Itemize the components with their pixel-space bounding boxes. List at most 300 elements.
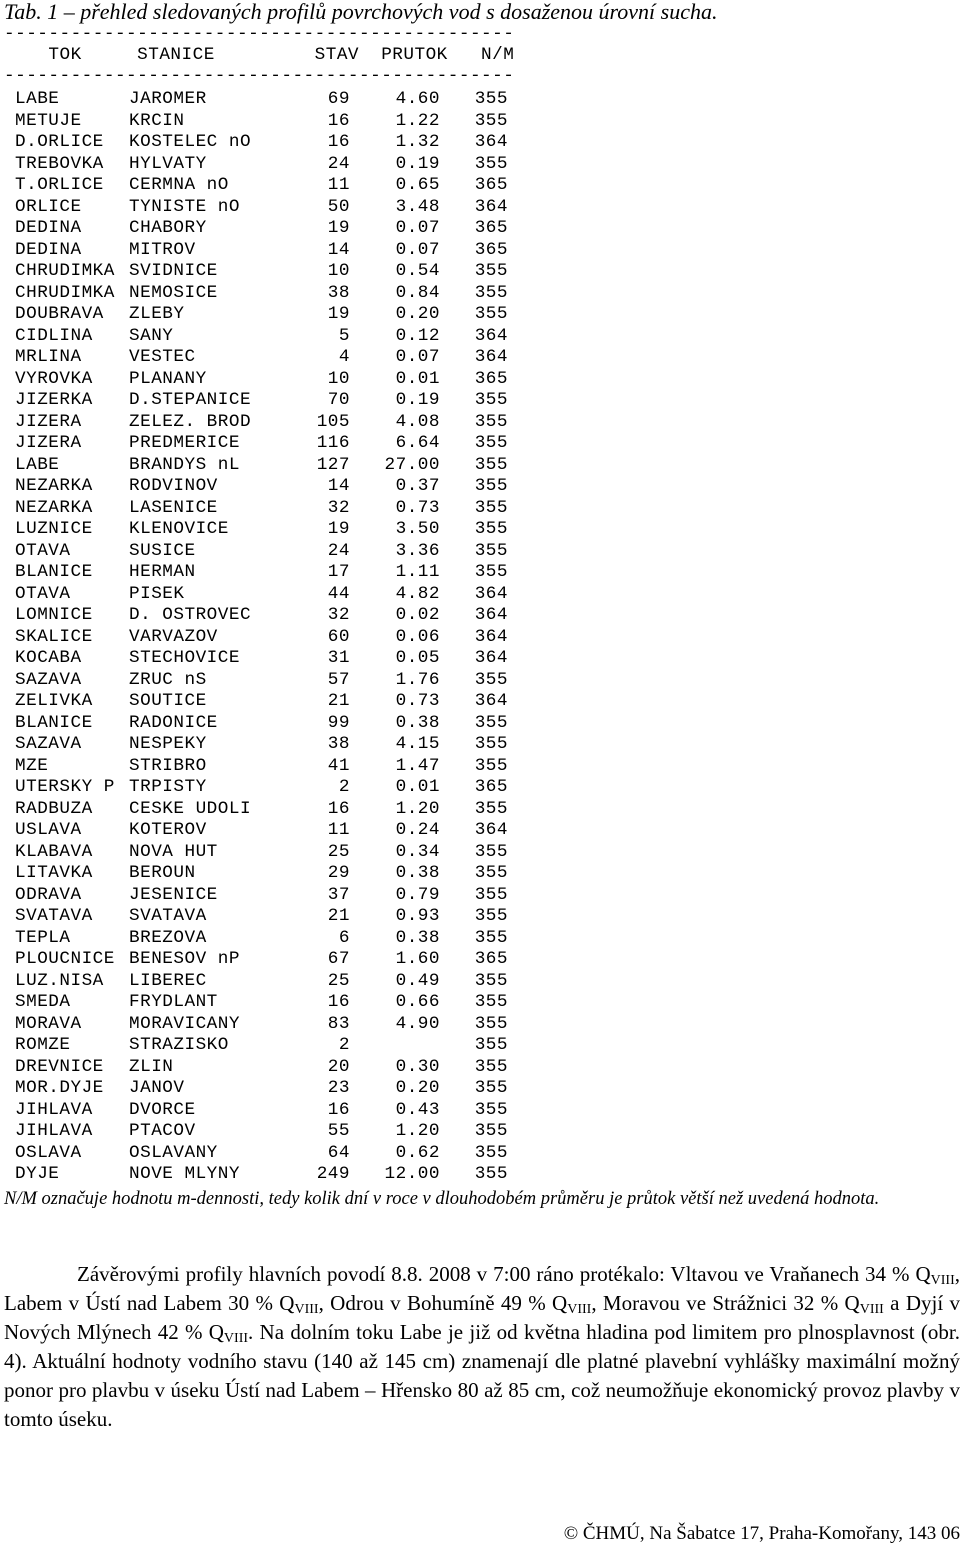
table-rule-top: ---------------------------------------------- [4, 24, 515, 44]
table-row [4, 412, 524, 434]
stav-cell: 99 [327, 712, 350, 733]
table-row [4, 111, 524, 133]
tok-cell: JIHLAVA [15, 1099, 93, 1120]
tok-cell: SAZAVA [15, 734, 82, 754]
stav-cell: 16 [327, 1099, 350, 1120]
table-row [4, 584, 524, 606]
tok-cell: MORAVA [15, 1013, 82, 1034]
stanice-cell: HYLVATY [129, 153, 207, 174]
stanice-cell: KOTEROV [129, 820, 207, 840]
prutok-cell: 0.12 [395, 325, 440, 346]
stav-cell: 21 [327, 906, 350, 926]
prutok-cell: 4.90 [395, 1013, 440, 1034]
prutok-cell: 0.37 [395, 476, 440, 496]
prutok-cell: 0.38 [395, 712, 440, 733]
nm-cell: 355 [474, 1056, 508, 1077]
stav-cell: 16 [327, 992, 350, 1012]
tok-cell: MZE [15, 755, 49, 776]
stav-cell: 19 [327, 304, 350, 324]
table-row [4, 713, 524, 735]
copyright-footer: © ČHMÚ, Na Šabatce 17, Praha-Komořany, 143 06 [563, 1523, 960, 1544]
table-row [4, 1100, 524, 1122]
prutok-cell: 0.73 [395, 691, 440, 711]
table-row [4, 971, 524, 993]
stav-cell: 2 [338, 1035, 350, 1055]
nm-cell: 365 [474, 777, 508, 797]
tok-cell: BLANICE [15, 712, 93, 733]
stav-cell: 32 [327, 497, 350, 518]
prutok-cell: 1.60 [395, 949, 440, 969]
table-row [4, 648, 524, 670]
stav-cell: 38 [327, 282, 350, 303]
nm-cell: 355 [474, 153, 508, 174]
stav-cell: 37 [327, 884, 350, 905]
tok-cell: LITAVKA [15, 863, 93, 883]
stanice-cell: JAROMER [129, 89, 207, 109]
stav-cell: 19 [327, 218, 350, 238]
table-row [4, 562, 524, 584]
nm-cell: 355 [474, 992, 508, 1012]
tok-cell: CHRUDIMKA [15, 282, 115, 303]
stav-cell: 116 [316, 433, 350, 453]
stav-cell: 64 [327, 1142, 350, 1163]
tok-cell: ODRAVA [15, 884, 82, 905]
table-row [4, 455, 524, 477]
stav-cell: 16 [327, 798, 350, 819]
nm-cell: 355 [474, 497, 508, 518]
prutok-cell: 0.62 [395, 1142, 440, 1163]
stav-cell: 32 [327, 605, 350, 625]
tok-cell: METUJE [15, 110, 82, 131]
nm-cell: 355 [474, 390, 508, 410]
nm-cell: 355 [474, 1013, 508, 1034]
stanice-cell: SOUTICE [129, 691, 207, 711]
tok-cell: KLABAVA [15, 841, 93, 862]
nm-cell: 364 [474, 583, 508, 604]
stanice-cell: JANOV [129, 1078, 185, 1098]
table-row [4, 541, 524, 563]
nm-cell: 355 [474, 476, 508, 496]
tok-cell: LUZNICE [15, 519, 93, 539]
stav-cell: 25 [327, 841, 350, 862]
prutok-cell: 4.08 [395, 411, 440, 432]
nm-cell: 355 [474, 304, 508, 324]
prutok-cell: 1.47 [395, 755, 440, 776]
stav-cell: 41 [327, 755, 350, 776]
table-row [4, 734, 524, 756]
prutok-cell: 0.07 [395, 239, 440, 260]
table-row [4, 476, 524, 498]
nm-cell: 364 [474, 648, 508, 668]
nm-cell: 355 [474, 755, 508, 776]
tok-cell: D.ORLICE [15, 132, 104, 152]
table-row [4, 218, 524, 240]
table-row [4, 842, 524, 864]
nm-cell: 364 [474, 820, 508, 840]
table-row [4, 240, 524, 262]
table-row [4, 326, 524, 348]
tok-cell: MRLINA [15, 347, 82, 367]
stanice-cell: VARVAZOV [129, 626, 218, 647]
stav-cell: 105 [316, 411, 350, 432]
table-row [4, 1143, 524, 1165]
tok-cell: VYROVKA [15, 368, 93, 389]
prutok-cell: 0.07 [395, 347, 440, 367]
prutok-cell: 1.20 [395, 798, 440, 819]
tok-cell: ROMZE [15, 1035, 71, 1055]
prutok-cell: 4.60 [395, 89, 440, 109]
table-row [4, 1014, 524, 1036]
nm-cell: 364 [474, 626, 508, 647]
nm-cell: 364 [474, 691, 508, 711]
stanice-cell: NESPEKY [129, 734, 207, 754]
stav-cell: 24 [327, 540, 350, 561]
stav-cell: 127 [316, 454, 350, 475]
table-row [4, 627, 524, 649]
table-row [4, 433, 524, 455]
tok-cell: LABE [15, 454, 60, 475]
nm-cell: 364 [474, 347, 508, 367]
table-rule-bottom: ---------------------------------------------- [4, 66, 515, 86]
tok-cell: UTERSKY P [15, 777, 115, 797]
prutok-cell: 0.20 [395, 304, 440, 324]
stanice-cell: SVIDNICE [129, 261, 218, 281]
stav-cell: 29 [327, 863, 350, 883]
prutok-cell: 0.54 [395, 261, 440, 281]
prutok-cell: 12.00 [384, 1164, 440, 1184]
prutok-cell: 1.76 [395, 669, 440, 690]
table-row [4, 863, 524, 885]
nm-cell: 355 [474, 906, 508, 926]
stanice-cell: LIBEREC [129, 970, 207, 991]
table-row [4, 777, 524, 799]
prutok-cell: 0.38 [395, 863, 440, 883]
nm-cell: 355 [474, 433, 508, 453]
nm-cell: 355 [474, 1035, 508, 1055]
stav-cell: 55 [327, 1121, 350, 1141]
tok-cell: SMEDA [15, 992, 71, 1012]
stanice-cell: ZLIN [129, 1056, 174, 1077]
prutok-cell: 0.49 [395, 970, 440, 991]
tok-cell: OTAVA [15, 540, 71, 561]
nm-cell: 355 [474, 1099, 508, 1120]
nm-cell: 365 [474, 949, 508, 969]
prutok-cell: 27.00 [384, 454, 440, 475]
table-row [4, 154, 524, 176]
nm-cell: 355 [474, 282, 508, 303]
nm-cell: 365 [474, 239, 508, 260]
stanice-cell: DVORCE [129, 1099, 196, 1120]
stav-cell: 16 [327, 110, 350, 131]
table-row [4, 132, 524, 154]
table-body [4, 89, 524, 1186]
table-row [4, 498, 524, 520]
tok-cell: SKALICE [15, 626, 93, 647]
tok-cell: T.ORLICE [15, 175, 104, 195]
table-row [4, 756, 524, 778]
table-row [4, 1078, 524, 1100]
table-header: TOK STANICE STAV PRUTOK N/M [4, 45, 515, 65]
stanice-cell: SUSICE [129, 540, 196, 561]
stav-cell: 14 [327, 239, 350, 260]
nm-cell: 355 [474, 841, 508, 862]
stav-cell: 69 [327, 89, 350, 109]
table-row [4, 283, 524, 305]
nm-cell: 364 [474, 605, 508, 625]
prutok-cell: 0.20 [395, 1078, 440, 1098]
nm-cell: 365 [474, 218, 508, 238]
prutok-cell: 0.06 [395, 626, 440, 647]
table-row [4, 89, 524, 111]
prutok-cell: 0.73 [395, 497, 440, 518]
prutok-cell: 0.65 [395, 175, 440, 195]
tok-cell: BLANICE [15, 562, 93, 582]
tok-cell: KOCABA [15, 648, 82, 668]
tok-cell: RADBUZA [15, 798, 93, 819]
tok-cell: ORLICE [15, 196, 82, 217]
stav-cell: 10 [327, 368, 350, 389]
tok-cell: NEZARKA [15, 497, 93, 518]
tok-cell: CHRUDIMKA [15, 261, 115, 281]
tok-cell: JIHLAVA [15, 1121, 93, 1141]
stanice-cell: MITROV [129, 239, 196, 260]
prutok-cell: 0.05 [395, 648, 440, 668]
tok-cell: JIZERKA [15, 390, 93, 410]
stav-cell: 16 [327, 132, 350, 152]
prutok-cell: 6.64 [395, 433, 440, 453]
stanice-cell: TRPISTY [129, 777, 207, 797]
stanice-cell: STRAZISKO [129, 1035, 229, 1055]
prutok-cell: 0.66 [395, 992, 440, 1012]
stanice-cell: NOVA HUT [129, 841, 218, 862]
stav-cell: 60 [327, 626, 350, 647]
prutok-cell: 0.30 [395, 1056, 440, 1077]
stav-cell: 25 [327, 970, 350, 991]
stanice-cell: KOSTELEC nO [129, 132, 252, 152]
table-row [4, 820, 524, 842]
stav-cell: 21 [327, 691, 350, 711]
table-row [4, 799, 524, 821]
prutok-cell: 1.32 [395, 132, 440, 152]
table-row [4, 992, 524, 1014]
table-row [4, 670, 524, 692]
stanice-cell: ZRUC nS [129, 669, 207, 690]
stav-cell: 67 [327, 949, 350, 969]
stav-cell: 44 [327, 583, 350, 604]
table-row [4, 347, 524, 369]
tok-cell: OTAVA [15, 583, 71, 604]
tok-cell: LOMNICE [15, 605, 93, 625]
nm-cell: 355 [474, 863, 508, 883]
stanice-cell: ZELEZ. BROD [129, 411, 252, 432]
prutok-cell: 0.24 [395, 820, 440, 840]
stanice-cell: RADONICE [129, 712, 218, 733]
stanice-cell: OSLAVANY [129, 1142, 218, 1163]
stanice-cell: PREDMERICE [129, 433, 240, 453]
tok-cell: OSLAVA [15, 1142, 82, 1163]
stav-cell: 14 [327, 476, 350, 496]
stav-cell: 5 [338, 325, 350, 346]
stanice-cell: RODVINOV [129, 476, 218, 496]
tok-cell: USLAVA [15, 820, 82, 840]
tok-cell: TREBOVKA [15, 153, 104, 174]
stanice-cell: PTACOV [129, 1121, 196, 1141]
tok-cell: PLOUCNICE [15, 949, 115, 969]
nm-cell: 355 [474, 798, 508, 819]
stanice-cell: PISEK [129, 583, 185, 604]
prutok-cell: 0.19 [395, 390, 440, 410]
stanice-cell: PLANANY [129, 368, 207, 389]
stanice-cell: CERMNA nO [129, 175, 229, 195]
table-row [4, 1121, 524, 1143]
stav-cell: 20 [327, 1056, 350, 1077]
table-row [4, 1057, 524, 1079]
stav-cell: 19 [327, 519, 350, 539]
prutok-cell: 0.02 [395, 605, 440, 625]
tok-cell: DYJE [15, 1164, 60, 1184]
stanice-cell: KLENOVICE [129, 519, 229, 539]
prutok-cell: 3.50 [395, 519, 440, 539]
nm-cell: 355 [474, 562, 508, 582]
prutok-cell: 3.48 [395, 196, 440, 217]
tok-cell: JIZERA [15, 411, 82, 432]
stanice-cell: KRCIN [129, 110, 185, 131]
table-note: N/M označuje hodnotu m-dennosti, tedy kolik dní v roce v dlouhodobém průměru je průtok větší než uvedená hodnota. [4, 1189, 880, 1209]
nm-cell: 355 [474, 669, 508, 690]
table-row [4, 369, 524, 391]
nm-cell: 355 [474, 89, 508, 109]
stav-cell: 6 [338, 927, 350, 948]
nm-cell: 365 [474, 368, 508, 389]
nm-cell: 355 [474, 1164, 508, 1184]
nm-cell: 355 [474, 454, 508, 475]
nm-cell: 355 [474, 712, 508, 733]
prutok-cell: 0.38 [395, 927, 440, 948]
prutok-cell: 0.43 [395, 1099, 440, 1120]
stanice-cell: TYNISTE nO [129, 196, 240, 217]
prutok-cell: 0.01 [395, 777, 440, 797]
tok-cell: MOR.DYJE [15, 1078, 104, 1098]
stanice-cell: D. OSTROVEC [129, 605, 252, 625]
nm-cell: 355 [474, 1078, 508, 1098]
prutok-cell: 0.34 [395, 841, 440, 862]
stanice-cell: CHABORY [129, 218, 207, 238]
table-row [4, 519, 524, 541]
nm-cell: 364 [474, 132, 508, 152]
stanice-cell: NOVE MLYNY [129, 1164, 240, 1184]
nm-cell: 355 [474, 884, 508, 905]
table-row [4, 304, 524, 326]
nm-cell: 355 [474, 1121, 508, 1141]
stanice-cell: VESTEC [129, 347, 196, 367]
prutok-cell: 4.15 [395, 734, 440, 754]
table-row [4, 261, 524, 283]
prutok-cell: 0.07 [395, 218, 440, 238]
nm-cell: 355 [474, 261, 508, 281]
table-row [4, 928, 524, 950]
prutok-cell: 4.82 [395, 583, 440, 604]
prutok-cell: 1.20 [395, 1121, 440, 1141]
nm-cell: 355 [474, 519, 508, 539]
stav-cell: 17 [327, 562, 350, 582]
tok-cell: NEZARKA [15, 476, 93, 496]
nm-cell: 355 [474, 540, 508, 561]
nm-cell: 365 [474, 175, 508, 195]
prutok-cell: 0.01 [395, 368, 440, 389]
stav-cell: 11 [327, 175, 350, 195]
table-row [4, 197, 524, 219]
nm-cell: 364 [474, 325, 508, 346]
stanice-cell: D.STEPANICE [129, 390, 252, 410]
stanice-cell: BEROUN [129, 863, 196, 883]
stav-cell: 23 [327, 1078, 350, 1098]
stanice-cell: SVATAVA [129, 906, 207, 926]
nm-cell: 355 [474, 1142, 508, 1163]
stav-cell: 10 [327, 261, 350, 281]
table-row [4, 175, 524, 197]
prutok-cell: 0.84 [395, 282, 440, 303]
stav-cell: 31 [327, 648, 350, 668]
stav-cell: 38 [327, 734, 350, 754]
stanice-cell: BREZOVA [129, 927, 207, 948]
tok-cell: CIDLINA [15, 325, 93, 346]
stav-cell: 4 [338, 347, 350, 367]
prutok-cell: 0.79 [395, 884, 440, 905]
tok-cell: LUZ.NISA [15, 970, 104, 991]
stav-cell: 83 [327, 1013, 350, 1034]
table-row [4, 1035, 524, 1057]
stav-cell: 11 [327, 820, 350, 840]
tok-cell: TEPLA [15, 927, 71, 948]
stav-cell: 57 [327, 669, 350, 690]
stanice-cell: HERMAN [129, 562, 196, 582]
nm-cell: 364 [474, 196, 508, 217]
tok-cell: JIZERA [15, 433, 82, 453]
prutok-cell: 0.19 [395, 153, 440, 174]
summary-paragraph: Závěrovými profily hlavních povodí 8.8. 2008 v 7:00 ráno protékalo: Vltavou ve Vraňanech 34 % $Q_{VIII}$, Labem v Ústí nad Labem 30 % $Q_{VIII}$, Odrou v Bohumíně 49 % $Q_{VIII}$, Moravou ve Strážnici 32 % $Q_{VIII}$ a Dyjí v Nových Mlýnech 42 % $Q_{VIII}$. Na dolním toku Labe je již od května hladina pod limitem pro plnosplavnost (obr. 4). Aktuální hodnoty vodního stavu (140 až 145 cm) znamenají dle platné plavební vyhlášky maximální možný ponor pro plavbu v úseku Ústí nad Labem – Hřensko 80 až 85 cm, což neumožňuje ekonomický provoz plavby v tomto úseku. [4, 1262, 960, 1431]
tok-cell: SAZAVA [15, 669, 82, 690]
table-row [4, 1164, 524, 1186]
table-row [4, 691, 524, 713]
stanice-cell: SANY [129, 325, 174, 346]
prutok-cell: 1.22 [395, 110, 440, 131]
stanice-cell: NEMOSICE [129, 282, 218, 303]
tok-cell: DOUBRAVA [15, 304, 104, 324]
stanice-cell: LASENICE [129, 497, 218, 518]
nm-cell: 355 [474, 734, 508, 754]
stav-cell: 249 [316, 1164, 350, 1184]
tok-cell: LABE [15, 89, 60, 109]
stav-cell: 70 [327, 390, 350, 410]
stanice-cell: STRIBRO [129, 755, 207, 776]
table-row [4, 605, 524, 627]
prutok-cell: 0.93 [395, 906, 440, 926]
stanice-cell: MORAVICANY [129, 1013, 240, 1034]
stanice-cell: JESENICE [129, 884, 218, 905]
tok-cell: DEDINA [15, 218, 82, 238]
nm-cell: 355 [474, 110, 508, 131]
tok-cell: DREVNICE [15, 1056, 104, 1077]
stanice-cell: FRYDLANT [129, 992, 218, 1012]
stanice-cell: CESKE UDOLI [129, 798, 252, 819]
table-row [4, 906, 524, 928]
nm-cell: 355 [474, 411, 508, 432]
table-row [4, 390, 524, 412]
stav-cell: 2 [338, 777, 350, 797]
tok-cell: SVATAVA [15, 906, 93, 926]
stanice-cell: ZLEBY [129, 304, 185, 324]
stanice-cell: BRANDYS nL [129, 454, 240, 475]
